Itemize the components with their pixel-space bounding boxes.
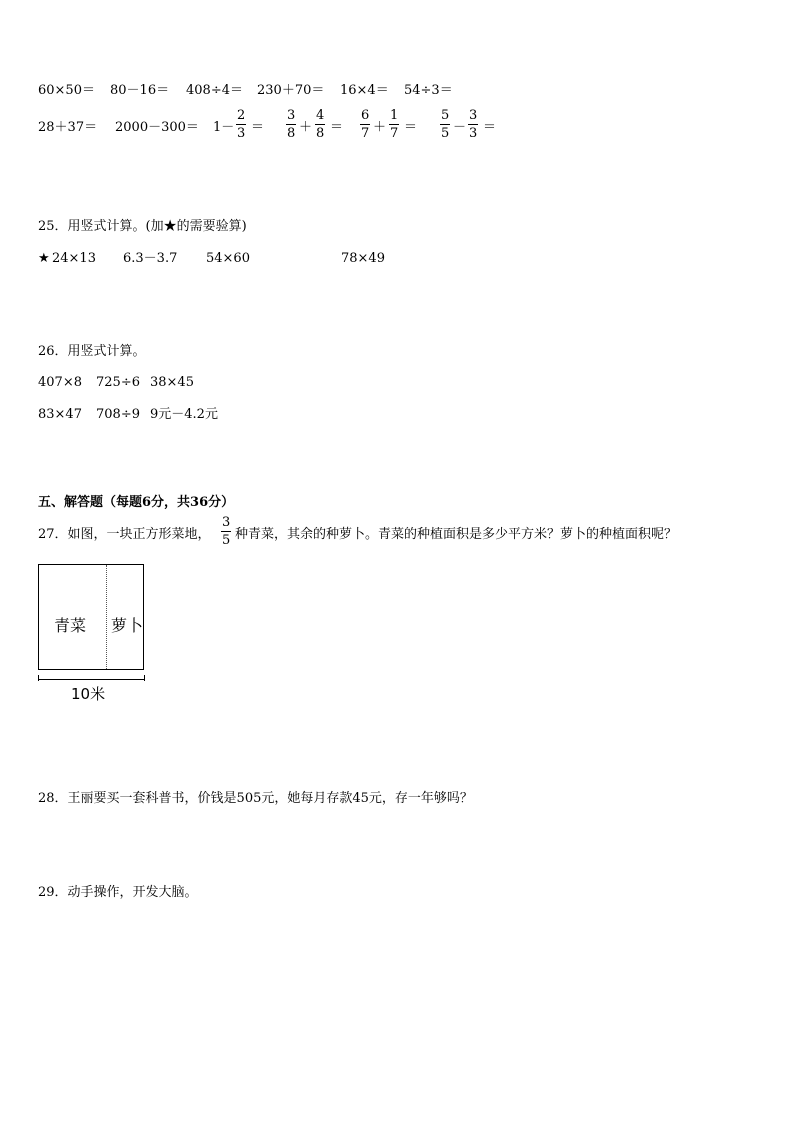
fraction-bar [236,124,246,125]
measure-tick-left [38,675,39,681]
q26-item-5: 708÷9 [96,407,140,422]
oral-calc-5: 16×4＝ [340,83,389,98]
calc12-fraction-a [440,109,450,140]
q26-item-2: 725÷6 [96,375,140,390]
calc11-fraction-b [389,109,399,140]
calc9-equals: ＝ [251,120,265,135]
calc9-fraction [236,109,246,140]
calc12-equals: ＝ [483,120,497,135]
oral-calc-6: 54÷3＝ [404,83,453,98]
calc11-denominator-b: 7 [390,126,399,141]
calc9-denominator: 3 [237,126,246,141]
q25-item-4: 78×49 [341,251,385,266]
calc10-numerator-b: 4 [316,108,325,123]
fraction-bar [440,124,450,125]
calc11-denominator-a: 7 [361,126,370,141]
q25-item-2: 6.3－3.7 [123,251,178,266]
calc11-fraction-a [360,109,370,140]
fraction-bar [468,124,478,125]
q25-title: 25．用竖式计算。(加★的需要验算) [38,219,247,234]
q27-text-pre: 27．如图，一块正方形菜地， [38,527,211,542]
calc10-denominator-a: 8 [287,126,296,141]
q26-item-3: 38×45 [150,375,194,390]
oral-calc-3: 408÷4＝ [186,83,243,98]
q27-text-post: 种青菜，其余的种萝卜。青菜的种植面积是多少平方米？萝卜的种植面积呢？ [235,527,678,542]
measure-tick-right [144,675,145,681]
calc12-numerator-a: 5 [441,108,450,123]
calc12-denominator-a: 5 [441,126,450,141]
calc11-numerator-a: 6 [361,108,370,123]
calc10-numerator-a: 3 [287,108,296,123]
fraction-bar [286,124,296,125]
calc9-numerator: 2 [237,108,246,123]
q26-item-6: 9元－4.2元 [150,407,218,422]
calc11-operator: ＋ [373,120,387,135]
calc10-fraction-b [315,109,325,140]
fraction-bar [389,124,399,125]
width-measure-line [38,679,144,680]
oral-calc-7: 28＋37＝ [38,120,98,135]
q27-numerator: 3 [222,515,231,530]
oral-calc-2: 80－16＝ [110,83,170,98]
q28-question: 28．王丽要买一套科普书，价钱是505元，她每月存款45元，存一年够吗？ [38,791,473,806]
section-5-heading: 五、解答题（每题6分，共36分） [38,495,235,510]
q27-fraction [221,516,231,547]
q29-question: 29．动手操作，开发大脑。 [38,885,198,900]
calc10-fraction-a [286,109,296,140]
fraction-bar [315,124,325,125]
calc9-prefix: 1－ [213,120,235,135]
q26-item-4: 83×47 [38,407,82,422]
region-label-greens: 青菜 [54,616,87,635]
calc12-denominator-b: 3 [469,126,478,141]
calc11-numerator-b: 1 [390,108,399,123]
q25-item-3: 54×60 [206,251,250,266]
calc12-numerator-b: 3 [469,108,478,123]
oral-calc-1: 60×50＝ [38,83,95,98]
dashed-divider [106,565,107,669]
calc12-fraction-b [468,109,478,140]
calc12-operator: － [453,120,467,135]
calc10-denominator-b: 8 [316,126,325,141]
calc11-equals: ＝ [404,120,418,135]
star-icon: ★ [38,251,50,266]
q26-item-1: 407×8 [38,375,82,390]
fraction-bar [221,531,231,532]
calc10-equals: ＝ [330,120,344,135]
oral-calc-8: 2000－300＝ [115,120,199,135]
q26-title: 26．用竖式计算。 [38,344,146,359]
q27-denominator: 5 [222,533,231,548]
fraction-bar [360,124,370,125]
width-label: 10米 [71,685,106,703]
q25-item-1: 24×13 [52,251,96,266]
calc10-operator: ＋ [299,120,313,135]
oral-calc-4: 230＋70＝ [257,83,325,98]
region-label-radish: 萝卜 [111,616,144,635]
